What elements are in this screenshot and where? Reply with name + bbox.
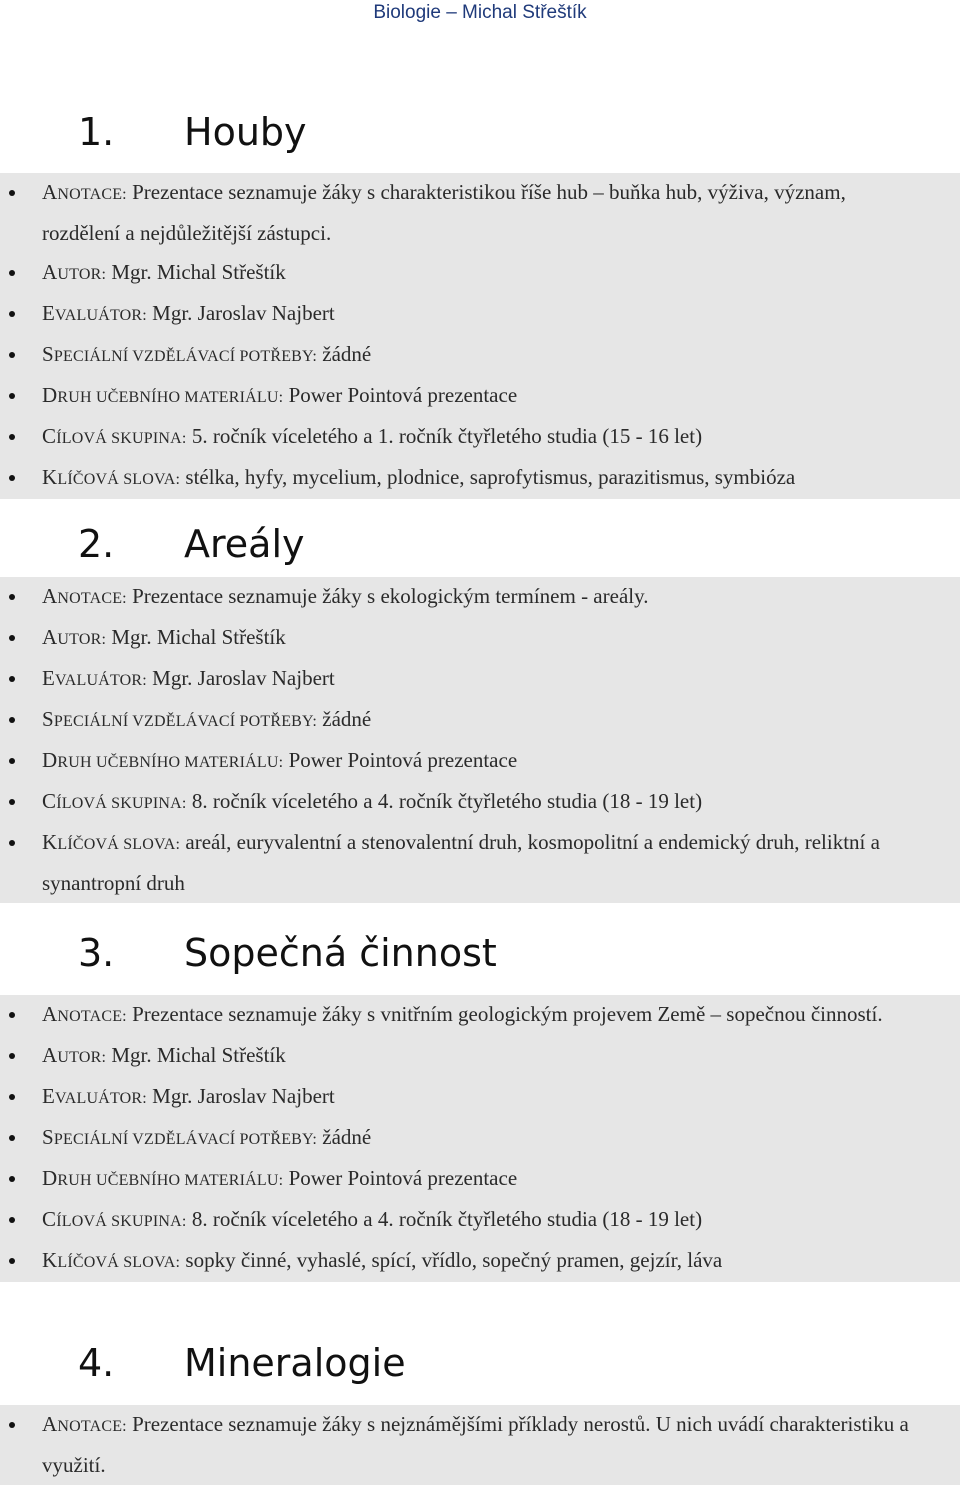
item-label: CÍLOVÁ SKUPINA: (42, 424, 187, 448)
list-item-klicova-slova (0, 458, 960, 499)
item-label: ANOTACE: (42, 1002, 127, 1026)
item-value: stélka, hyfy, mycelium, plodnice, saprofytismus, parazitismus, symbióza (185, 465, 796, 489)
section-sopecna-cinnost (0, 923, 960, 1282)
list-item-autor (0, 253, 960, 294)
item-value: Prezentace seznamuje žáky s ekologickým termínem - areály. (132, 584, 649, 608)
section-title-text: Sopečná činnost (184, 931, 497, 975)
item-value: žádné (322, 342, 372, 366)
item-value: sopky činné, vyhaslé, spící, vřídlo, sopečný pramen, gejzír, láva (185, 1248, 723, 1272)
section-number: 3. (78, 931, 115, 975)
item-value: Mgr. Jaroslav Najbert (152, 301, 335, 325)
item-value: Prezentace seznamuje žáky s nejznámějšími příklady nerostů. U nich uvádí charakteristiku a využití. (42, 1412, 909, 1477)
list-item-potreby (0, 335, 960, 376)
info-list (0, 1405, 960, 1485)
item-label: SPECIÁLNÍ VZDĚLÁVACÍ POTŘEBY: (42, 342, 317, 366)
item-label: EVALUÁTOR: (42, 666, 147, 690)
list-item-druh (0, 741, 960, 782)
item-label: ANOTACE: (42, 1412, 127, 1436)
section-title (0, 1333, 960, 1393)
item-label: KLÍČOVÁ SLOVA: (42, 830, 181, 854)
section-houby (0, 102, 960, 499)
section-title-text: Mineralogie (184, 1341, 406, 1385)
item-value: Mgr. Jaroslav Najbert (152, 666, 335, 690)
item-value: žádné (322, 1125, 372, 1149)
item-label: AUTOR: (42, 625, 107, 649)
list-item-autor (0, 1036, 960, 1077)
list-item-evaluator (0, 1077, 960, 1118)
item-label: ANOTACE: (42, 180, 127, 204)
item-label: DRUH UČEBNÍHO MATERIÁLU: (42, 1166, 284, 1190)
list-item-evaluator (0, 294, 960, 335)
item-value: areál, euryvalentní a stenovalentní druh, kosmopolitní a endemický druh, reliktní a synantropní druh (42, 830, 880, 895)
item-value: Power Pointová prezentace (288, 748, 518, 772)
info-list (0, 995, 960, 1282)
list-item-autor (0, 618, 960, 659)
section-arealy (0, 514, 960, 903)
item-label: AUTOR: (42, 260, 107, 284)
item-label: DRUH UČEBNÍHO MATERIÁLU: (42, 383, 284, 407)
item-value: Prezentace seznamuje žáky s charakteristikou říše hub – buňka hub, výživa, význam, rozdělení a nejdůležitější zástupci. (42, 180, 846, 245)
section-mineralogie (0, 1333, 960, 1485)
list-item-anotace (0, 1405, 960, 1485)
list-item-skupina (0, 417, 960, 458)
item-value: Power Pointová prezentace (288, 383, 518, 407)
item-label: EVALUÁTOR: (42, 1084, 147, 1108)
list-item-klicova-slova (0, 1241, 960, 1282)
item-value: Mgr. Jaroslav Najbert (152, 1084, 335, 1108)
item-value: 5. ročník víceletého a 1. ročník čtyřletého studia (15 - 16 let) (191, 424, 703, 448)
item-value: Mgr. Michal Střeštík (111, 260, 286, 284)
item-label: SPECIÁLNÍ VZDĚLÁVACÍ POTŘEBY: (42, 707, 317, 731)
item-value: 8. ročník víceletého a 4. ročník čtyřletého studia (18 - 19 let) (191, 1207, 703, 1231)
item-value: Mgr. Michal Střeštík (111, 625, 286, 649)
list-item-skupina (0, 782, 960, 823)
info-list (0, 173, 960, 499)
item-value: 8. ročník víceletého a 4. ročník čtyřletého studia (18 - 19 let) (191, 789, 703, 813)
item-label: CÍLOVÁ SKUPINA: (42, 789, 187, 813)
list-item-druh (0, 376, 960, 417)
item-label: KLÍČOVÁ SLOVA: (42, 465, 181, 489)
list-item-anotace (0, 173, 960, 253)
item-label: ANOTACE: (42, 584, 127, 608)
list-item-potreby (0, 1118, 960, 1159)
item-label: KLÍČOVÁ SLOVA: (42, 1248, 181, 1272)
section-number: 2. (78, 522, 115, 566)
list-item-klicova-slova (0, 823, 960, 903)
item-value: žádné (322, 707, 372, 731)
list-item-skupina (0, 1200, 960, 1241)
section-title-text: Areály (184, 522, 305, 566)
section-title-text: Houby (184, 110, 307, 154)
item-value: Mgr. Michal Střeštík (111, 1043, 286, 1067)
section-title (0, 514, 960, 574)
section-number: 4. (78, 1341, 115, 1385)
section-number: 1. (78, 110, 115, 154)
item-value: Power Pointová prezentace (288, 1166, 518, 1190)
list-item-potreby (0, 700, 960, 741)
item-label: EVALUÁTOR: (42, 301, 147, 325)
item-label: DRUH UČEBNÍHO MATERIÁLU: (42, 748, 284, 772)
item-value: Prezentace seznamuje žáky s vnitřním geologickým projevem Země – sopečnou činností. (132, 1002, 883, 1026)
list-item-anotace (0, 995, 960, 1036)
page-header: Biologie – Michal Střeštík (373, 2, 587, 23)
list-item-druh (0, 1159, 960, 1200)
item-label: CÍLOVÁ SKUPINA: (42, 1207, 187, 1231)
section-title (0, 923, 960, 983)
section-title (0, 102, 960, 162)
list-item-anotace (0, 577, 960, 618)
list-item-evaluator (0, 659, 960, 700)
item-label: SPECIÁLNÍ VZDĚLÁVACÍ POTŘEBY: (42, 1125, 317, 1149)
item-label: AUTOR: (42, 1043, 107, 1067)
info-list (0, 577, 960, 903)
